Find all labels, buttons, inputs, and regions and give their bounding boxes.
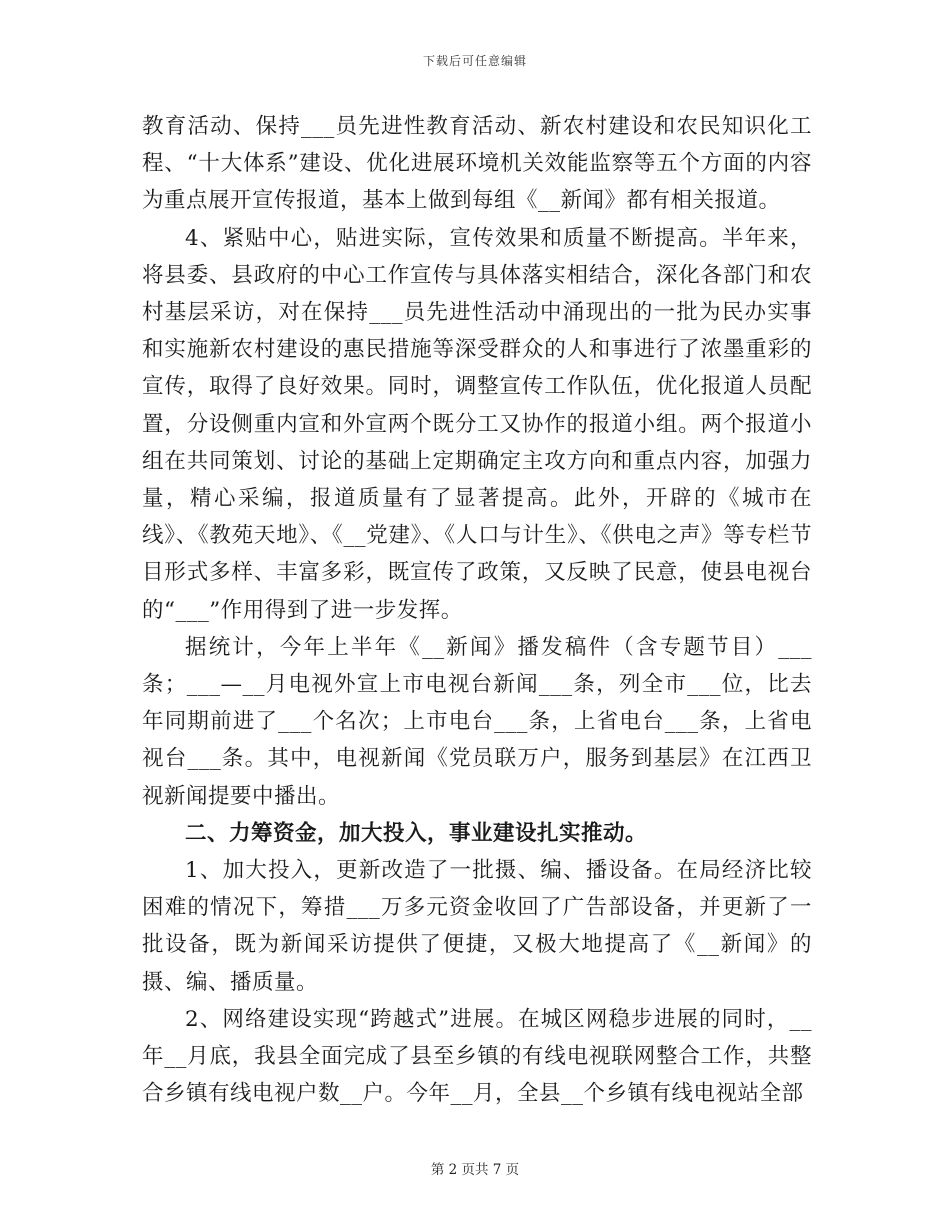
section-heading-2: 二、力筹资金，加大投入，事业建设扎实推动。	[185, 820, 648, 846]
document-body	[142, 108, 812, 1112]
page-footer: 第 2 页共 7 页	[430, 1162, 520, 1178]
paragraph-continuation: 教育活动、保持___员先进性教育活动、新农村建设和农民知识化工程、“十大体系”建设、优化进展环境机关效能监察等五个方面的内容为重点展开宣传报道，基本上做到每组《__新闻》都有相关报道。	[142, 114, 812, 214]
page-header: 下载后可任意编辑	[422, 54, 527, 68]
paragraph-item-1: 1、加大投入，更新改造了一批摄、编、播设备。在局经济比较困难的情况下，筹措___万多元资金收回了广告部设备，并更新了一批设备，既为新闻采访提供了便捷，又极大地提高了《__新闻》的摄、编、播质量。	[142, 858, 812, 995]
paragraph-statistics: 据统计，今年上半年《__新闻》播发稿件（含专题节目）___条；___—__月电视外宣上市电视台新闻___条，列全市___位，比去年同期前进了___个名次；上市电台___条，上省电台___条，上省电视台___条。其中，电视新闻《党员联万户，服务到基层》在江西卫视新闻提要中播出。	[142, 634, 812, 809]
paragraph-item-2: 2、网络建设实现“跨越式”进展。在城区网稳步进展的同时，__年__月底，我县全面完成了县至乡镇的有线电视联网整合工作，共整合乡镇有线电视户数__户。今年__月，全县__个乡镇有线电视站全部	[142, 1006, 812, 1107]
paragraph-item-4: 4、紧贴中心，贴进实际，宣传效果和质量不断提高。半年来，将县委、县政府的中心工作宣传与具体落实相结合，深化各部门和农村基层采访，对在保持___员先进性活动中涌现出的一批为民办实事和实施新农村建设的惠民措施等深受群众的人和事进行了浓墨重彩的宣传，取得了良好效果。同时，调整宣传工作队伍，优化报道人员配置，分设侧重内宣和外宣两个既分工又协作的报道小组。两个报道小组在共同策划、讨论的基础上定期确定主攻方向和重点内容，加强力量，精心采编，报道质量有了显著提高。此外，开辟的《城市在线》、《教苑天地》、《__党建》、《人口与计生》、《供电之声》等专栏节目形式多样、丰富多彩，既宣传了政策，又反映了民意，使县电视台的“___”作用得到了进一步发挥。	[142, 225, 812, 623]
